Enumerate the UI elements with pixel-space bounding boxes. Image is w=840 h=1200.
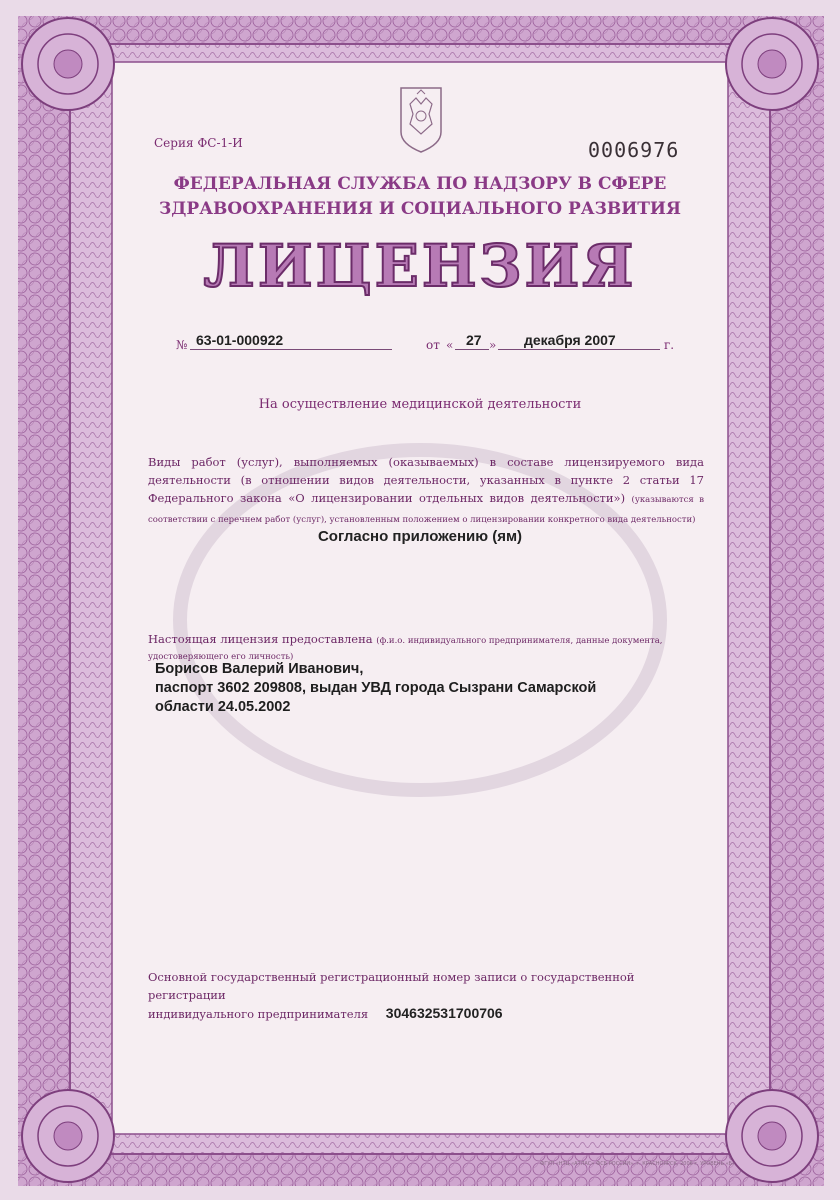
series-label: Серия ФС-1-И (154, 136, 243, 150)
rosette-icon (22, 18, 114, 110)
works-text: Виды работ (услуг), выполняемых (оказываемых) в составе лицензируемого вида деятельности (в отношении видов деятельности, указанных в пункте 2 статьи 17 Федерального закона «О лицензировании отдельных видов деятельности») (148, 455, 704, 505)
ogrn-value: 304632531700706 (385, 1005, 503, 1021)
holder-line-2: паспорт 3602 209808, выдан УВД города Сызрани Самарской (155, 680, 597, 696)
issued-note: (ф.и.о. индивидуального предпринимателя, данные документа, удостоверяющего его личность) (148, 636, 663, 662)
issued-label: Настоящая лицензия предоставлена (148, 632, 373, 646)
date-from-label: от (426, 338, 440, 352)
license-holder (155, 660, 675, 717)
number-label: № (176, 338, 188, 352)
agency-line-2: ЗДРАВООХРАНЕНИЯ И СОЦИАЛЬНОГО РАЗВИТИЯ (159, 199, 681, 219)
ogrn-block (148, 968, 708, 1023)
quote-close: » (489, 338, 497, 352)
license-number: 63-01-000922 (196, 332, 284, 348)
printer-imprint: ФГУП «НТЦ «АТЛАС» ФСБ РОССИИ», г. КРАСНОЯРСК, 2006 г. УРОВЕНЬ «Б» (540, 1161, 736, 1167)
date-month-year: декабря 2007 (524, 332, 616, 348)
date-month-underline (498, 349, 660, 350)
date-day: 27 (466, 332, 482, 348)
year-suffix: г. (664, 338, 675, 352)
document-title: ЛИЦЕНЗИЯ (203, 232, 637, 300)
agency-line-1: ФЕДЕРАЛЬНАЯ СЛУЖБА ПО НАДЗОРУ В СФЕРЕ (173, 174, 667, 194)
rosette-icon (22, 1090, 114, 1182)
ogrn-label: индивидуального предпринимателя (148, 1007, 369, 1021)
ogrn-label-line-2 (148, 1004, 708, 1023)
activity-type: На осуществление медицинской деятельности (258, 397, 582, 412)
license-number-underline (190, 349, 392, 350)
serial-number: 0006976 (588, 138, 680, 162)
ogrn-label-line-1: Основной государственный регистрационный номер записи о государственной регистрации (148, 970, 635, 1002)
works-note: (указываются в соответствии с перечнем работ (услуг), установленным положением о лицензировании конкретного вида деятельности) (148, 495, 705, 525)
holder-line-3: области 24.05.2002 (155, 699, 291, 715)
holder-line-1: Борисов Валерий Иванович, (155, 661, 364, 677)
double-headed-eagle-icon (396, 82, 446, 154)
rosette-icon (726, 1090, 818, 1182)
quote-open: « (446, 338, 454, 352)
agency-name (120, 172, 720, 222)
works-description (148, 453, 704, 529)
works-value: Согласно приложению (ям) (317, 528, 523, 545)
date-day-underline (455, 349, 489, 350)
rosette-icon (726, 18, 818, 110)
